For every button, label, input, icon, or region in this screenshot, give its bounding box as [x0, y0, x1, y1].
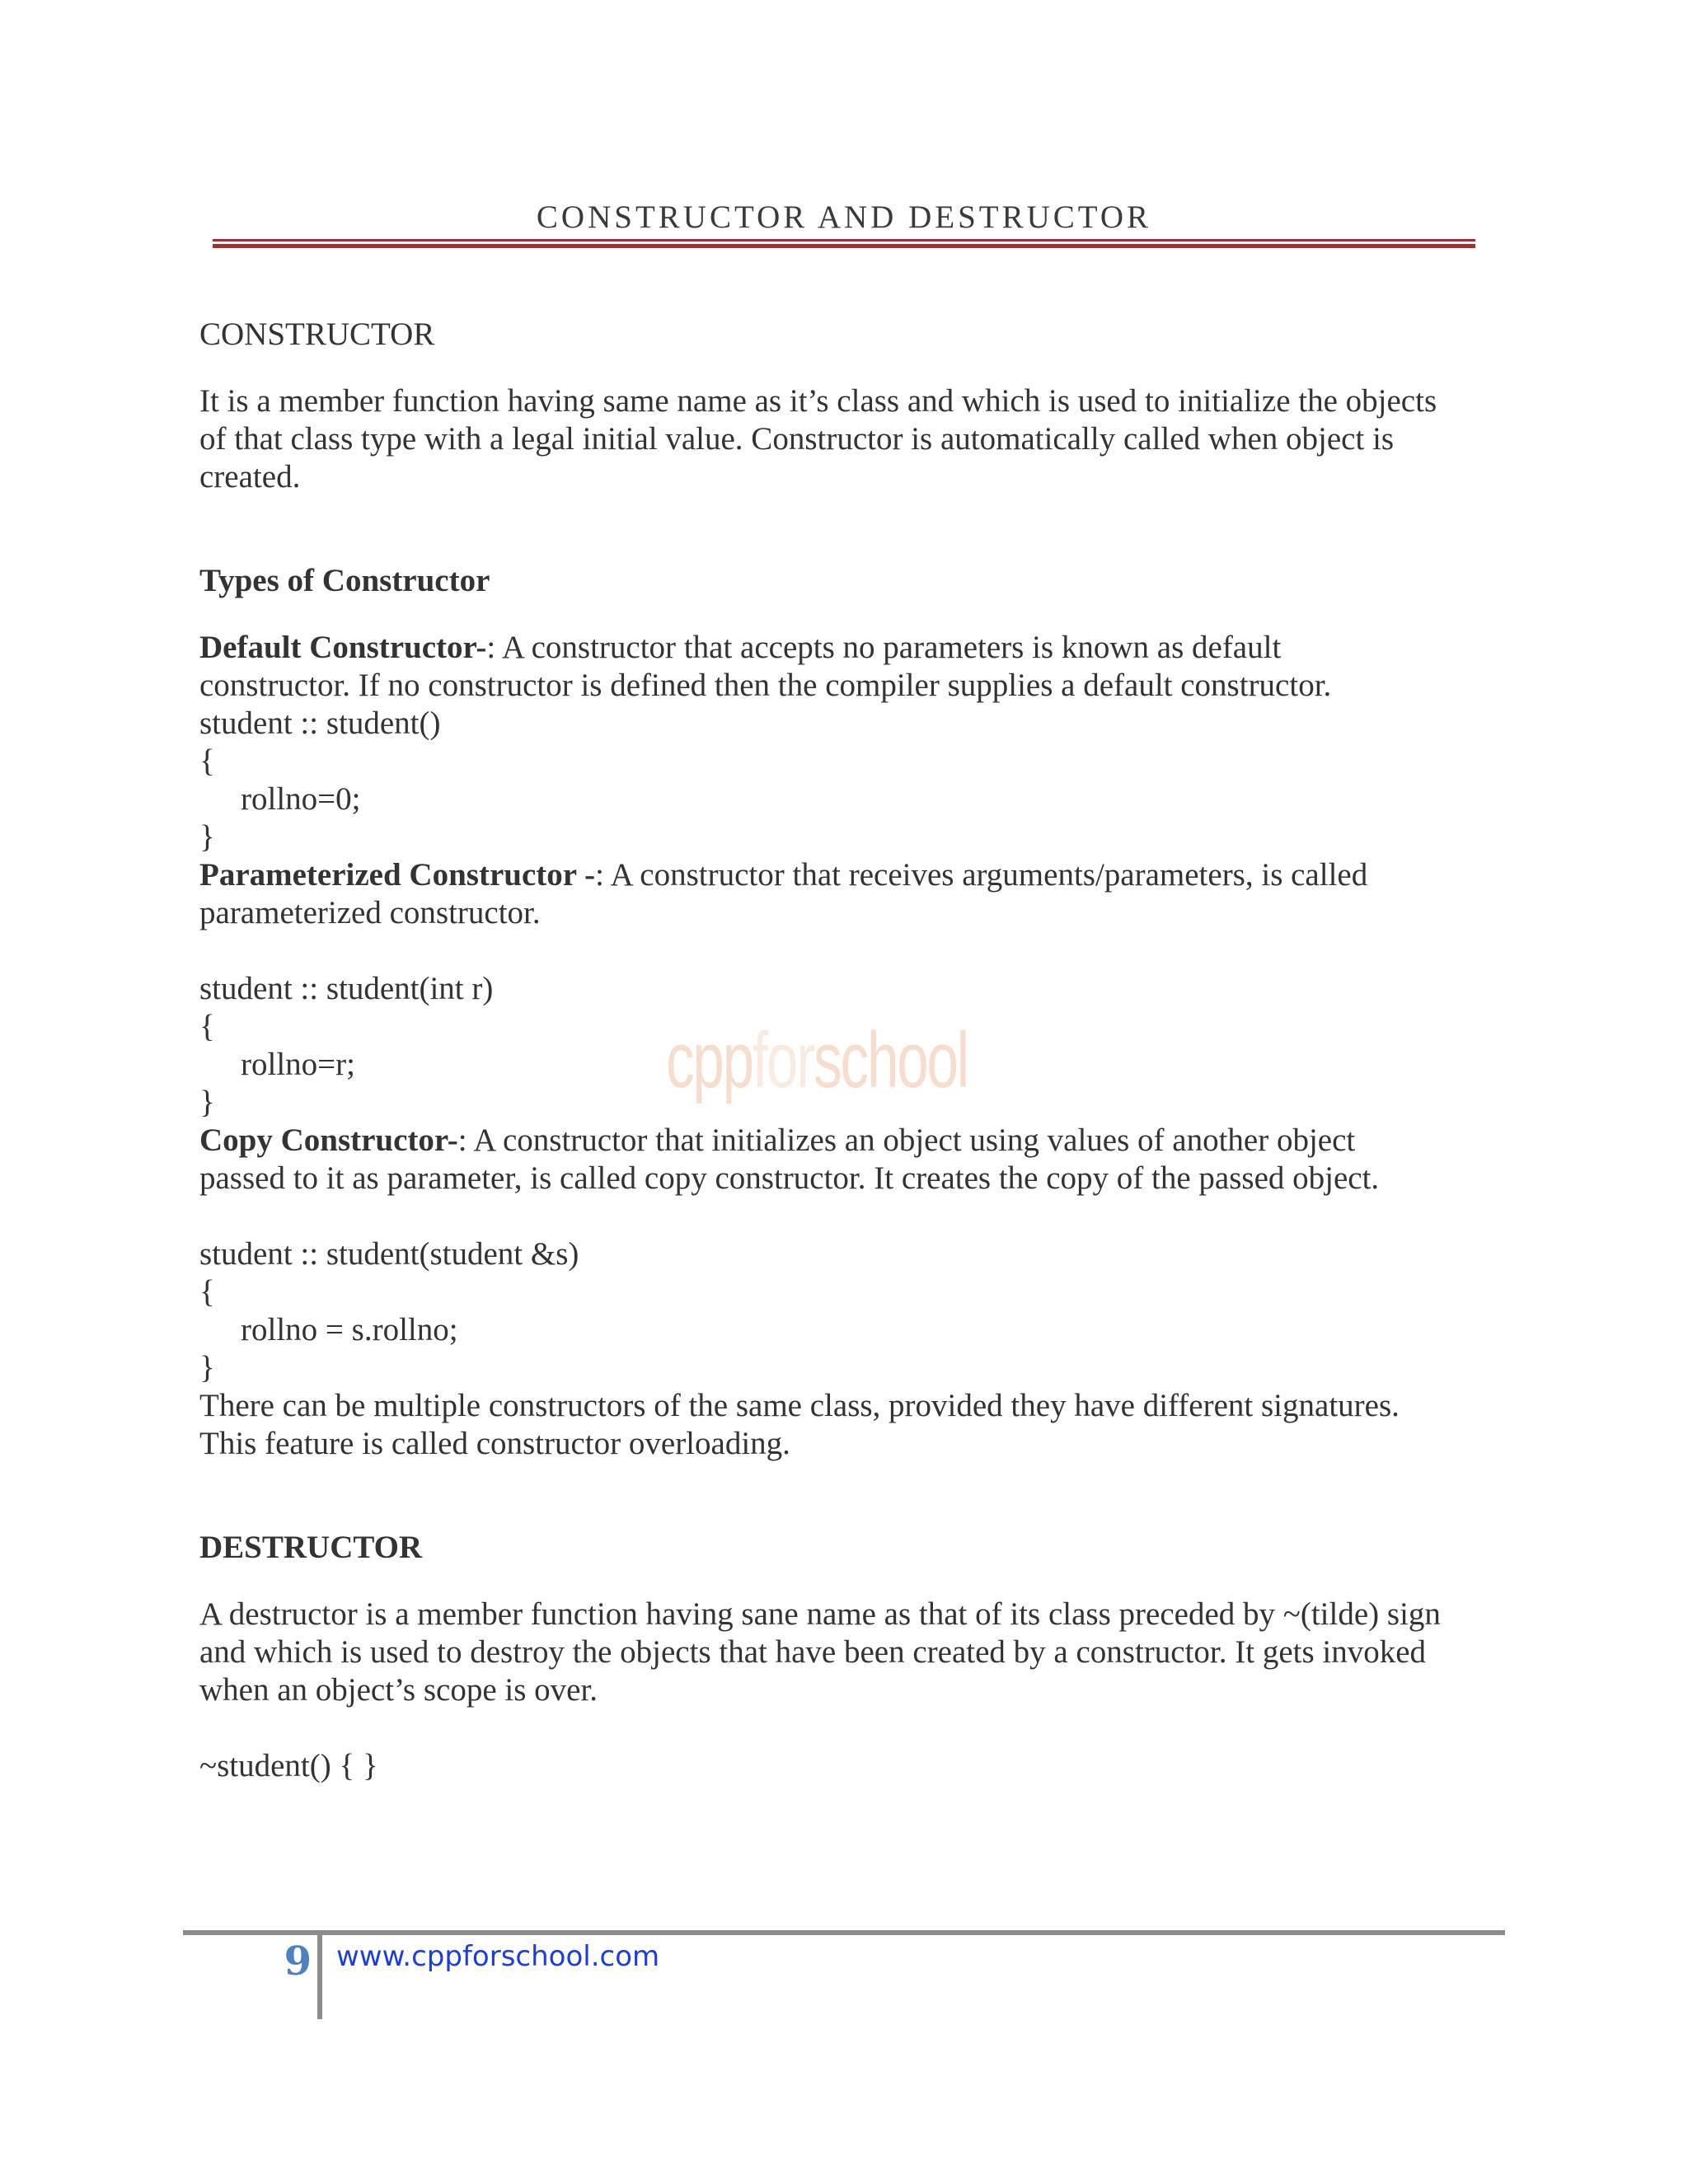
copy-constructor-line-1: Copy Constructor-: A constructor that initializes an object using values of another object: [199, 1122, 1356, 1158]
code-line: }: [199, 1350, 215, 1385]
footer-url-link[interactable]: www.cppforschool.com: [336, 1940, 660, 1973]
footer-divider: [317, 1930, 322, 2019]
code-line: student :: student(int r): [199, 971, 494, 1006]
copy-constructor-term: Copy Constructor-: [199, 1122, 458, 1158]
default-constructor-line-2: constructor. If no constructor is defined then the compiler supplies a default constructor.: [199, 668, 1332, 703]
code-line: }: [199, 1085, 215, 1120]
default-constructor-term: Default Constructor-: [199, 630, 487, 665]
footer-rule: [183, 1930, 1505, 1935]
destructor-heading: DESTRUCTOR: [199, 1530, 423, 1565]
code-line: rollno=r;: [241, 1047, 355, 1082]
constructor-para-line-1: It is a member function having same name as it’s class and which is used to initialize the objects: [199, 383, 1437, 419]
code-line: }: [199, 819, 215, 855]
parameterized-constructor-line-2: parameterized constructor.: [199, 895, 541, 930]
code-line: {: [199, 1009, 215, 1044]
code-line: rollno=0;: [241, 781, 361, 817]
page-header-title: CONSTRUCTOR AND DESTRUCTOR: [536, 199, 1152, 235]
destructor-para-line-2: and which is used to destroy the objects that have been created by a constructor. It gets invoked: [199, 1634, 1427, 1670]
code-line: student :: student(): [199, 705, 441, 741]
page-number: 9: [284, 1938, 312, 1985]
header-rule: [213, 239, 1475, 241]
document-body: [199, 316, 1493, 1785]
constructor-para-line-2: of that class type with a legal initial value. Constructor is automatically called when object is: [199, 421, 1395, 457]
code-line: student :: student(student &s): [199, 1236, 579, 1272]
header-rule-thick: [213, 244, 1475, 248]
constructor-para-line-3: created.: [199, 459, 301, 494]
types-heading: Types of Constructor: [199, 563, 490, 598]
code-line: {: [199, 1274, 215, 1310]
watermark-logo: cppforschool: [666, 1016, 968, 1104]
parameterized-constructor-line-1: Parameterized Constructor -: A constructor that receives arguments/parameters, is called: [199, 857, 1368, 893]
code-line: {: [199, 743, 215, 779]
destructor-para-line-3: when an object’s scope is over.: [199, 1672, 598, 1708]
code-line: rollno = s.rollno;: [241, 1312, 458, 1347]
overloading-line-2: This feature is called constructor overloading.: [199, 1426, 790, 1461]
constructor-heading: CONSTRUCTOR: [199, 316, 435, 352]
destructor-para-line-1: A destructor is a member function having sane name as that of its class preceded by ~(tilde) sign: [199, 1596, 1441, 1632]
default-constructor-line-1: Default Constructor-: A constructor that accepts no parameters is known as default: [199, 630, 1282, 665]
parameterized-constructor-term: Parameterized Constructor -: [199, 857, 596, 893]
destructor-code: ~student() { }: [199, 1748, 378, 1783]
overloading-line-1: There can be multiple constructors of the same class, provided they have different signatures.: [199, 1388, 1400, 1423]
copy-constructor-line-2: passed to it as parameter, is called copy constructor. It creates the copy of the passed object.: [199, 1160, 1380, 1196]
